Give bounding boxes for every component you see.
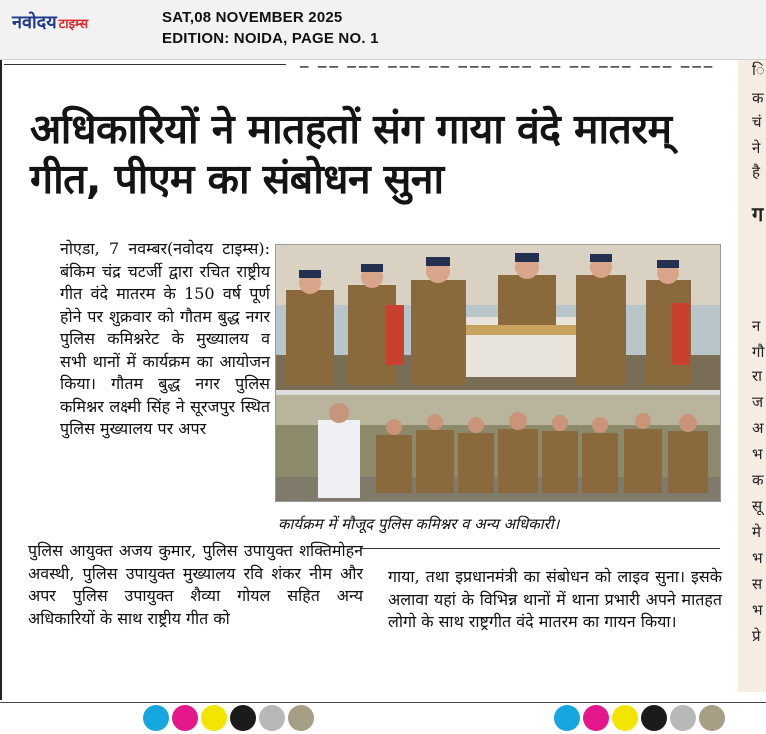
side-letter: अ <box>752 419 764 437</box>
adjacent-article-strip <box>738 60 766 692</box>
magenta-swatch <box>583 705 609 731</box>
color-registration-marks-right <box>554 705 725 731</box>
photo-caption: कार्यक्रम में मौजूद पुलिस कमिश्नर व अन्य अधिकारी। <box>278 515 560 533</box>
side-letter: स <box>752 575 763 593</box>
logo-main: नवोदय <box>12 12 57 33</box>
masthead <box>0 0 766 60</box>
side-letter: प्रे <box>752 627 761 645</box>
side-letter: क <box>752 471 764 489</box>
side-letter: ज <box>752 393 764 411</box>
cyan-swatch <box>143 705 169 731</box>
side-letter: चं <box>752 113 762 131</box>
tan-swatch <box>699 705 725 731</box>
police-officers-photo <box>276 245 721 502</box>
article-photo <box>275 244 721 502</box>
top-divider <box>4 64 286 65</box>
side-letter: है <box>752 163 760 181</box>
side-letter: गौ <box>752 343 765 361</box>
edition-date: SAT,08 NOVEMBER 2025 <box>162 9 343 26</box>
side-letter: न <box>752 317 761 335</box>
yellow-swatch <box>612 705 638 731</box>
side-letter: क <box>752 89 764 107</box>
logo-sub: टाइम्स <box>58 17 88 32</box>
article-column-c: गाया, तथा इप्रधानमंत्री का संबोधन को लाइव सुना। इसके अलावा यहां के विभिन्न थानों में थाना प्रभारी अपने मातहत लोगो के साथ राष्ट्रगीत वंदे मातरम का गायन किया। <box>388 567 722 631</box>
side-letter: भ <box>752 601 763 619</box>
side-letter: रा <box>752 367 763 385</box>
side-letter: भ <box>752 445 763 463</box>
newspaper-logo <box>12 10 88 34</box>
side-letter: ग <box>752 202 764 226</box>
article-headline: अधिकारियों ने मातहतों संग गाया वंदे मातरम् गीत, पीएम का संबोधन सुना <box>30 105 672 203</box>
grey-swatch <box>670 705 696 731</box>
bottom-divider <box>0 702 766 703</box>
cutoff-previous-article: ▁ ▁▁ ▁▁▁ ▁▁▁ ▁▁ ▁▁▁ ▁▁▁ ▁▁ ▁▁ ▁▁▁ ▁▁▁ ▁▁▁ <box>300 58 716 68</box>
black-swatch <box>230 705 256 731</box>
cyan-swatch <box>554 705 580 731</box>
caption-divider <box>360 548 720 549</box>
yellow-swatch <box>201 705 227 731</box>
black-swatch <box>641 705 667 731</box>
tan-swatch <box>288 705 314 731</box>
side-letter: ने <box>752 139 761 157</box>
grey-swatch <box>259 705 285 731</box>
side-letter: भ <box>752 549 763 567</box>
article-column-a: नोएडा, 7 नवम्बर(नवोदय टाइम्स): बंकिम चंद्र चटर्जी द्वारा रचित राष्ट्रीय गीत वंदे मातरम के 150 वर्ष पूर्ण होने पर शुक्रवार को गौतम बुद्ध नगर पुलिस कमिश्नरेट के मुख्यालय व सभी थानों में कार्यक्रम का आयोजन किया। गौतम बुद्ध नगर पुलिस कमिश्नर लक्ष्मी सिंह ने सूरजपुर स्थित पुलिस मुख्यालय पर अपर <box>60 239 270 438</box>
color-registration-marks-left <box>143 705 314 731</box>
article-column-b: पुलिस आयुक्त अजय कुमार, पुलिस उपायुक्त शक्तिमोहन अवस्थी, पुलिस उपायुक्त मुख्यालय रवि शंकर नीम और अपर पुलिस उपायुक्त शैव्या गोयल सहित अन्य अधिकारियों के साथ राष्ट्रीय गीत को <box>28 541 363 628</box>
side-letter: मे <box>752 523 761 541</box>
magenta-swatch <box>172 705 198 731</box>
side-letter: सू <box>752 497 763 515</box>
edition-page: EDITION: NOIDA, PAGE NO. 1 <box>162 30 379 47</box>
side-letter: ि <box>752 61 765 79</box>
